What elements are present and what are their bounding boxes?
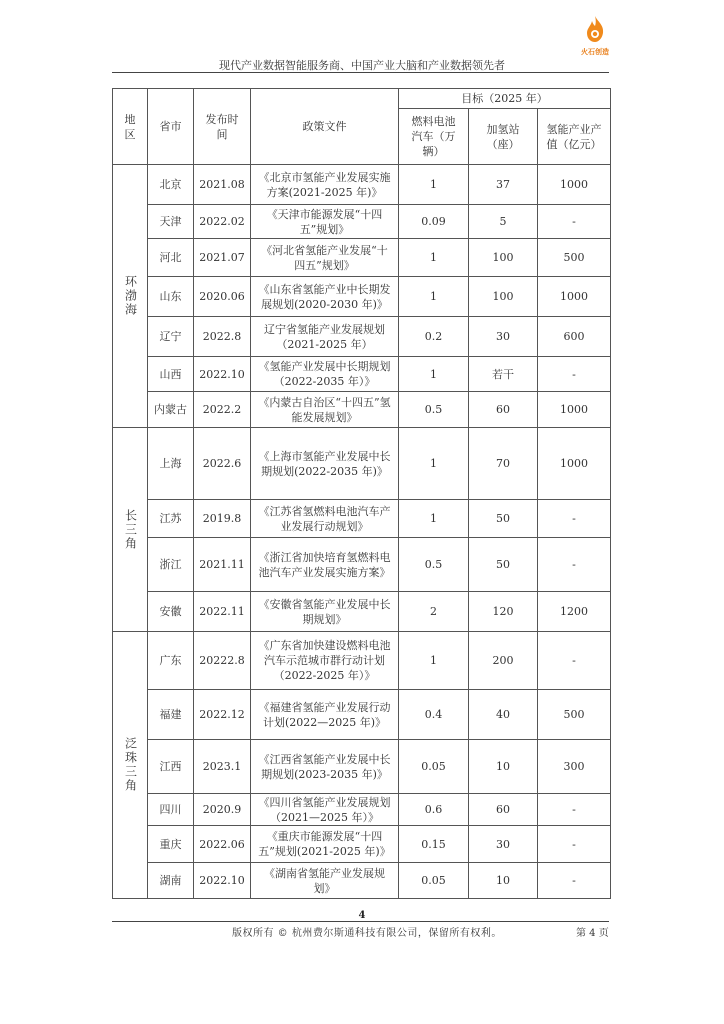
vehicles-cell: 1 [399,428,469,500]
date-cell: 2019.8 [194,500,251,538]
vehicles-cell: 1 [399,357,469,392]
date-cell: 2022.6 [194,428,251,500]
province-cell: 福建 [148,690,194,740]
date-cell: 2022.11 [194,592,251,632]
table-row [113,863,611,899]
table-row [113,500,611,538]
stations-cell: 5 [469,205,538,239]
output-cell: 1000 [538,277,611,317]
table-row [113,277,611,317]
output-cell: 500 [538,239,611,277]
header-target-group: 目标（2025 年） [399,89,611,109]
policy-cell: 《北京市氢能产业发展实施方案(2021-2025 年)》 [251,165,399,205]
output-cell: 1000 [538,428,611,500]
vehicles-cell: 1 [399,500,469,538]
stations-cell: 若干 [469,357,538,392]
province-cell: 北京 [148,165,194,205]
output-cell: 300 [538,740,611,794]
output-cell: - [538,632,611,690]
header-output: 氢能产业产值（亿元） [538,109,611,165]
copyright-text: 版权所有 © 杭州费尔斯通科技有限公司，保留所有权利。 [232,928,502,939]
output-cell: - [538,500,611,538]
stations-cell: 37 [469,165,538,205]
output-cell: - [538,863,611,899]
output-cell: - [538,357,611,392]
header-region: 地区 [113,89,148,165]
stations-cell: 10 [469,740,538,794]
province-cell: 河北 [148,239,194,277]
policy-cell: 《氢能产业发展中长期规划（2022-2035 年）》 [251,357,399,392]
vehicles-cell: 1 [399,632,469,690]
vehicles-cell: 0.5 [399,538,469,592]
header-policy: 政策文件 [251,89,399,165]
page-label: 第 4 页 [576,928,609,939]
stations-cell: 60 [469,392,538,428]
province-cell: 上海 [148,428,194,500]
province-cell: 江西 [148,740,194,794]
stations-cell: 200 [469,632,538,690]
vehicles-cell: 0.6 [399,794,469,826]
header-vehicles: 燃料电池汽车（万辆） [399,109,469,165]
stations-cell: 30 [469,317,538,357]
date-cell: 20222.8 [194,632,251,690]
table-row [113,690,611,740]
policy-cell: 《江西省氢能产业发展中长期规划(2023-2035 年)》 [251,740,399,794]
footer-divider [112,921,609,922]
vehicles-cell: 1 [399,165,469,205]
date-cell: 2021.11 [194,538,251,592]
date-cell: 2022.10 [194,357,251,392]
region-cell: 环渤海 [113,165,148,428]
output-cell: 600 [538,317,611,357]
policy-cell: 《广东省加快建设燃料电池汽车示范城市群行动计划（2022-2025 年）》 [251,632,399,690]
header-province: 省市 [148,89,194,165]
company-logo [577,15,613,59]
header-divider [112,72,609,73]
policy-cell: 《重庆市能源发展“十四五”规划(2021-2025 年)》 [251,826,399,863]
province-cell: 山东 [148,277,194,317]
table-row [113,317,611,357]
output-cell: 1200 [538,592,611,632]
province-cell: 安徽 [148,592,194,632]
table-row [113,740,611,794]
table-row [113,205,611,239]
page-number: 4 [358,910,366,921]
stations-cell: 30 [469,826,538,863]
policy-cell: 《湖南省氢能产业发展规划》 [251,863,399,899]
stations-cell: 100 [469,239,538,277]
date-cell: 2020.9 [194,794,251,826]
vehicles-cell: 0.09 [399,205,469,239]
date-cell: 2022.8 [194,317,251,357]
table-row [113,392,611,428]
output-cell: 500 [538,690,611,740]
policy-cell: 《浙江省加快培育氢燃料电池汽车产业发展实施方案》 [251,538,399,592]
table-row [113,794,611,826]
vehicles-cell: 2 [399,592,469,632]
table-row [113,165,611,205]
vehicles-cell: 0.5 [399,392,469,428]
policy-cell: 辽宁省氢能产业发展规划（2021-2025 年） [251,317,399,357]
province-cell: 广东 [148,632,194,690]
table-row [113,632,611,690]
province-cell: 浙江 [148,538,194,592]
date-cell: 2022.2 [194,392,251,428]
vehicles-cell: 0.15 [399,826,469,863]
province-cell: 内蒙古 [148,392,194,428]
province-cell: 天津 [148,205,194,239]
table-row [113,538,611,592]
stations-cell: 50 [469,500,538,538]
vehicles-cell: 0.05 [399,740,469,794]
stations-cell: 40 [469,690,538,740]
date-cell: 2021.08 [194,165,251,205]
policy-cell: 《江苏省氢燃料电池汽车产业发展行动规划》 [251,500,399,538]
date-cell: 2022.10 [194,863,251,899]
date-cell: 2023.1 [194,740,251,794]
vehicles-cell: 1 [399,239,469,277]
output-cell: - [538,794,611,826]
header-slogan: 现代产业数据智能服务商、中国产业大脑和产业数据领先者 [219,59,505,72]
date-cell: 2020.06 [194,277,251,317]
date-cell: 2022.02 [194,205,251,239]
policy-cell: 《四川省氢能产业发展规划（2021—2025 年）》 [251,794,399,826]
policy-cell: 《上海市氢能产业发展中长期规划(2022-2035 年)》 [251,428,399,500]
province-cell: 山西 [148,357,194,392]
output-cell: - [538,538,611,592]
table-row [113,357,611,392]
date-cell: 2021.07 [194,239,251,277]
hydrogen-policy-table [112,88,611,899]
policy-cell: 《安徽省氢能产业发展中长期规划》 [251,592,399,632]
province-cell: 辽宁 [148,317,194,357]
vehicles-cell: 0.05 [399,863,469,899]
province-cell: 四川 [148,794,194,826]
region-cell: 长三角 [113,428,148,632]
stations-cell: 60 [469,794,538,826]
province-cell: 江苏 [148,500,194,538]
policy-cell: 《天津市能源发展“十四五”规划》 [251,205,399,239]
table-row [113,826,611,863]
date-cell: 2022.12 [194,690,251,740]
stations-cell: 120 [469,592,538,632]
policy-cell: 《福建省氢能产业发展行动计划(2022—2025 年)》 [251,690,399,740]
policy-cell: 《河北省氢能产业发展“十四五”规划》 [251,239,399,277]
logo-text: 火石创造 [581,47,609,56]
table-row [113,428,611,500]
table-row [113,239,611,277]
policy-cell: 《内蒙古自治区“十四五”氢能发展规划》 [251,392,399,428]
province-cell: 湖南 [148,863,194,899]
stations-cell: 50 [469,538,538,592]
stations-cell: 10 [469,863,538,899]
table-row [113,592,611,632]
header-date: 发布时间 [194,89,251,165]
flame-icon [584,15,606,43]
output-cell: 1000 [538,392,611,428]
vehicles-cell: 0.4 [399,690,469,740]
province-cell: 重庆 [148,826,194,863]
vehicles-cell: 1 [399,277,469,317]
output-cell: - [538,205,611,239]
stations-cell: 70 [469,428,538,500]
output-cell: 1000 [538,165,611,205]
header-stations: 加氢站（座） [469,109,538,165]
output-cell: - [538,826,611,863]
region-cell: 泛珠三角 [113,632,148,899]
policy-cell: 《山东省氢能产业中长期发展规划(2020-2030 年)》 [251,277,399,317]
date-cell: 2022.06 [194,826,251,863]
stations-cell: 100 [469,277,538,317]
vehicles-cell: 0.2 [399,317,469,357]
